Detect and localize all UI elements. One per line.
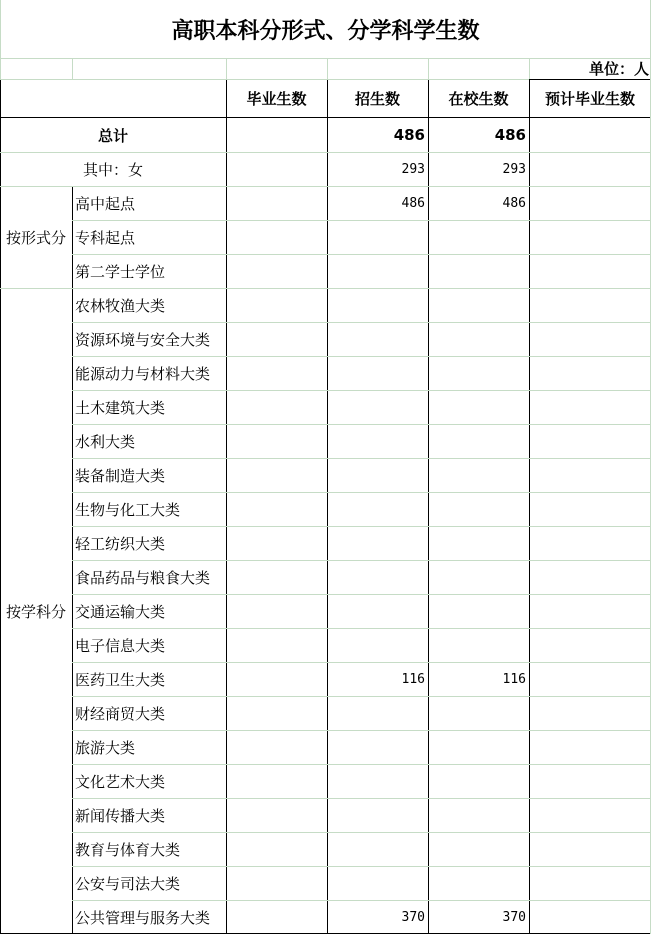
cell-enrollment [327,458,428,492]
cell-in-school [428,798,529,832]
cell-enrollment [327,560,428,594]
cell-graduates [226,254,327,288]
total-label: 总计 [97,126,128,145]
gridline [428,58,429,79]
cell-enrollment [327,832,428,866]
cell-enrollment [327,492,428,526]
cell-in-school [428,458,529,492]
row-label: 能源动力与材料大类 [75,364,211,383]
cell-in-school: 370 [502,909,526,925]
cell-expected-graduates [529,322,651,356]
cell-enrollment [327,254,428,288]
cell-expected-graduates [529,696,651,730]
cell-enrollment [327,220,428,254]
cell-expected-graduates [529,798,651,832]
cell-in-school: 486 [502,195,526,211]
cell-graduates [226,526,327,560]
cell-in-school [428,696,529,730]
sheet-title: 高职本科分形式、分学科学生数 [171,18,480,44]
cell-expected-graduates [529,832,651,866]
cell-in-school [428,730,529,764]
row-label: 交通运输大类 [75,602,166,621]
cell-enrollment [327,288,428,322]
row-label: 公安与司法大类 [75,874,181,893]
cell-expected-graduates [529,186,651,220]
cell-graduates [226,764,327,798]
row-label: 食品药品与粮食大类 [75,568,211,587]
cell-expected-graduates [529,356,651,390]
cell-expected-graduates [529,254,651,288]
row-label: 医药卫生大类 [75,670,166,689]
cell-graduates [226,492,327,526]
cell-expected-graduates [529,458,651,492]
gridline [226,58,227,79]
cell-graduates [226,288,327,322]
row-label: 旅游大类 [75,738,136,757]
header-expected-graduates: 预计毕业生数 [544,90,635,108]
cell-expected-graduates [529,730,651,764]
cell-graduates [226,186,327,220]
cell-graduates [226,730,327,764]
cell-enrollment [327,764,428,798]
row-label: 装备制造大类 [75,466,166,485]
row-label: 文化艺术大类 [75,772,166,791]
cell-enrollment: 370 [401,909,425,925]
cell-in-school [428,322,529,356]
cell-in-school [428,288,529,322]
cell-graduates [226,832,327,866]
cell-expected-graduates [529,526,651,560]
cell-in-school [428,832,529,866]
row-label: 教育与体育大类 [75,840,181,859]
row-label: 第二学士学位 [75,262,166,281]
cell-in-school [428,866,529,900]
header-enrollment: 招生数 [354,90,400,108]
cell-graduates [226,628,327,662]
cell-enrollment [327,594,428,628]
cell-in-school [428,628,529,662]
cell-in-school [428,526,529,560]
cell-expected-graduates [529,390,651,424]
cell-in-school [428,356,529,390]
cell-in-school [428,560,529,594]
row-label: 水利大类 [75,432,136,451]
cell-expected-graduates [529,152,651,186]
cell-enrollment [327,866,428,900]
cell-enrollment [327,730,428,764]
cell-enrollment: 116 [401,671,425,687]
cell-expected-graduates [529,560,651,594]
cell-enrollment: 486 [393,126,425,144]
row-label: 专科起点 [75,228,136,247]
row-label: 新闻传播大类 [75,806,166,825]
unit-label: 单位：人 [588,60,649,78]
cell-expected-graduates [529,628,651,662]
cell-graduates [226,866,327,900]
header-graduates: 毕业生数 [246,90,307,108]
cell-in-school [428,492,529,526]
cell-enrollment [327,696,428,730]
cell-in-school [428,594,529,628]
row-label: 农林牧渔大类 [75,296,166,315]
cell-graduates [226,662,327,696]
cell-in-school: 116 [502,671,526,687]
group-label-by-form: 按形式分 [5,228,66,247]
cell-in-school: 293 [502,161,526,177]
cell-graduates [226,152,327,186]
cell-expected-graduates [529,900,651,934]
cell-enrollment [327,628,428,662]
group-label-by-discipline: 按学科分 [5,602,66,621]
row-label: 电子信息大类 [75,636,166,655]
cell-graduates [226,220,327,254]
cell-enrollment: 486 [401,195,425,211]
cell-in-school [428,390,529,424]
row-label: 生物与化工大类 [75,500,181,519]
cell-graduates [226,424,327,458]
gridline [327,58,328,79]
row-label: 高中起点 [75,194,136,213]
cell-graduates [226,390,327,424]
cell-graduates [226,798,327,832]
cell-in-school [428,220,529,254]
cell-graduates [226,458,327,492]
cell-expected-graduates [529,866,651,900]
cell-expected-graduates [529,424,651,458]
row-label: 公共管理与服务大类 [75,908,211,927]
cell-expected-graduates [529,492,651,526]
cell-expected-graduates [529,594,651,628]
female-label: 其中：女 [82,160,143,179]
cell-graduates [226,560,327,594]
cell-enrollment: 293 [401,161,425,177]
cell-in-school [428,424,529,458]
cell-expected-graduates [529,764,651,798]
cell-enrollment [327,390,428,424]
cell-expected-graduates [529,118,651,152]
cell-graduates [226,322,327,356]
cell-graduates [226,900,327,934]
cell-enrollment [327,356,428,390]
cell-graduates [226,118,327,152]
cell-in-school: 486 [494,126,526,144]
cell-expected-graduates [529,288,651,322]
cell-enrollment [327,798,428,832]
cell-enrollment [327,526,428,560]
cell-enrollment [327,424,428,458]
cell-expected-graduates [529,662,651,696]
row-label: 财经商贸大类 [75,704,166,723]
row-label: 资源环境与安全大类 [75,330,211,349]
gridline [72,58,73,79]
cell-expected-graduates [529,220,651,254]
cell-enrollment [327,322,428,356]
cell-in-school [428,764,529,798]
cell-graduates [226,696,327,730]
row-label: 轻工纺织大类 [75,534,166,553]
row-label: 土木建筑大类 [75,398,166,417]
cell-graduates [226,356,327,390]
cell-in-school [428,254,529,288]
header-in-school: 在校生数 [448,90,509,108]
cell-graduates [226,594,327,628]
